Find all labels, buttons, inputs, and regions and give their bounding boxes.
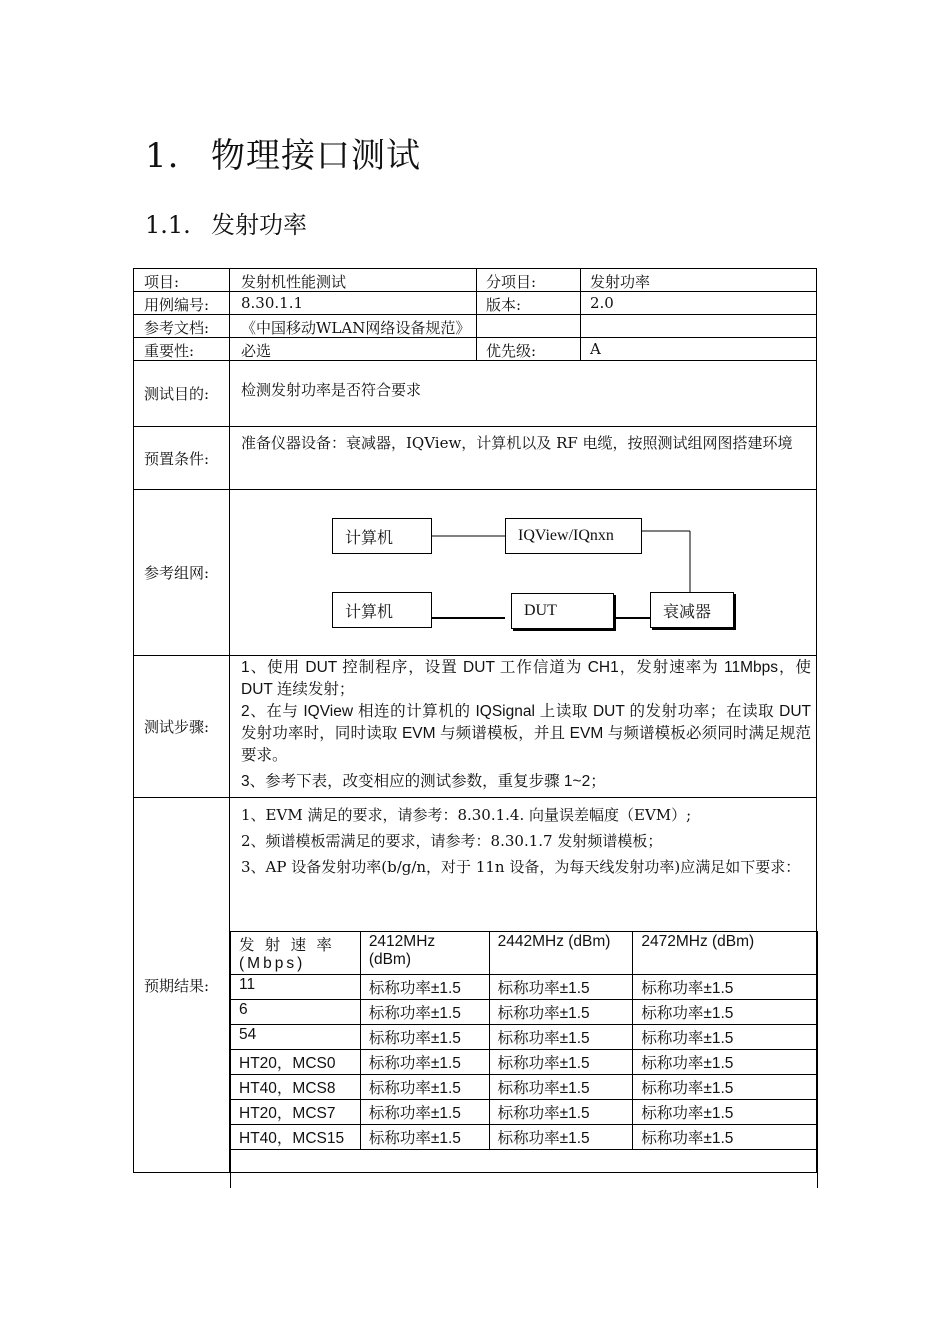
version-value: 2.0 <box>590 294 614 312</box>
section-heading <box>145 128 421 177</box>
power-cell: 标称功率±1.5 <box>489 1050 633 1075</box>
column-header: 2442MHz (dBm) <box>489 932 633 975</box>
step-3: 3、参考下表，改变相应的测试参数，重复步骤 1~2； <box>241 773 606 790</box>
importance-label: 重要性: <box>144 342 195 360</box>
subsection-heading <box>145 205 307 240</box>
priority-label: 优先级: <box>486 342 537 360</box>
table-row <box>231 1075 818 1100</box>
power-cell: 标称功率±1.5 <box>489 975 633 1000</box>
item-label: 项目: <box>144 273 180 291</box>
power-cell: 标称功率±1.5 <box>633 1050 818 1075</box>
section-number: 1. <box>145 136 180 176</box>
version-label: 版本: <box>486 296 522 314</box>
rate-cell: 11 <box>231 975 361 1000</box>
iqview-box: IQView/IQnxn <box>505 518 642 554</box>
power-cell: 标称功率±1.5 <box>633 1000 818 1025</box>
expected-item-1: 1、EVM 满足的要求，请参考：8.30.1.4. 向量误差幅度（EVM）; <box>241 806 692 824</box>
expected-label: 预期结果: <box>144 976 210 995</box>
power-cell: 标称功率±1.5 <box>360 975 489 1000</box>
step-2: 2、在与 IQView 相连的计算机的 IQSignal 上读取 DUT 的发射功率；在读取 DUT 发射功率时，同时读取 EVM 与频谱模板，并且 EVM 与频谱模板必须同时满足规范要求。 <box>241 703 811 764</box>
rate-cell: HT20，MCS0 <box>231 1050 361 1075</box>
rate-cell: 6 <box>231 1000 361 1025</box>
computer-box-1: 计算机 <box>332 518 432 554</box>
table-empty-row <box>231 1150 818 1189</box>
subsection-number: 1.1. <box>145 211 191 239</box>
subitem-value: 发射功率 <box>590 273 651 291</box>
power-cell: 标称功率±1.5 <box>360 1050 489 1075</box>
column-header: 2412MHz (dBm) <box>360 932 489 975</box>
table-row <box>231 1125 818 1150</box>
case-id-label: 用例编号: <box>144 296 210 314</box>
table-header-row <box>231 932 818 975</box>
subsection-title: 发射功率 <box>211 211 307 239</box>
power-cell: 标称功率±1.5 <box>360 1000 489 1025</box>
precondition-text: 准备仪器设备：衰减器，IQView，计算机以及 RF 电缆，按照测试组网图搭建环境 <box>241 434 793 452</box>
network-diagram <box>230 490 816 655</box>
power-cell: 标称功率±1.5 <box>360 1100 489 1125</box>
power-cell: 标称功率±1.5 <box>633 1100 818 1125</box>
power-cell: 标称功率±1.5 <box>633 1125 818 1150</box>
precondition-label: 预置条件: <box>144 449 210 468</box>
reference-doc-value: 《中国移动WLAN网络设备规范》 <box>241 319 471 337</box>
expected-item-2: 2、频谱模板需满足的要求，请参考：8.30.1.7 发射频谱模板； <box>241 832 663 850</box>
column-header: 发 射 速 率 (Mbps) <box>231 932 361 975</box>
expected-item-3: 3、AP 设备发射功率(b/g/n，对于 11n 设备，为每天线发射功率)应满足如下要求： <box>241 858 801 876</box>
item-value: 发射机性能测试 <box>241 273 347 291</box>
purpose-text: 检测发射功率是否符合要求 <box>241 381 422 399</box>
table-row <box>231 1025 818 1050</box>
power-cell: 标称功率±1.5 <box>633 975 818 1000</box>
expected-text <box>241 803 811 879</box>
power-cell: 标称功率±1.5 <box>489 1125 633 1150</box>
dut-box: DUT <box>511 593 614 629</box>
step-1: 1、使用 DUT 控制程序，设置 DUT 工作信道为 CH1，发射速率为 11Mbps，使 DUT 连续发射； <box>241 659 811 698</box>
importance-value: 必选 <box>241 342 272 360</box>
power-cell: 标称功率±1.5 <box>489 1000 633 1025</box>
power-cell: 标称功率±1.5 <box>489 1100 633 1125</box>
rate-cell: 54 <box>231 1025 361 1050</box>
section-title: 物理接口测试 <box>211 136 421 176</box>
diagram-connectors <box>230 490 816 655</box>
table-row <box>231 1000 818 1025</box>
power-cell: 标称功率±1.5 <box>360 1125 489 1150</box>
priority-value: A <box>590 340 601 358</box>
power-cell: 标称功率±1.5 <box>360 1075 489 1100</box>
steps-text <box>241 657 811 793</box>
steps-label: 测试步骤: <box>144 718 210 736</box>
rate-cell: HT40，MCS15 <box>231 1125 361 1150</box>
rate-cell: HT20，MCS7 <box>231 1100 361 1125</box>
computer-box-2: 计算机 <box>332 592 432 628</box>
power-cell: 标称功率±1.5 <box>633 1025 818 1050</box>
power-cell: 标称功率±1.5 <box>633 1075 818 1100</box>
table-row <box>231 1100 818 1125</box>
test-case-table <box>133 268 817 1173</box>
table-row <box>231 1050 818 1075</box>
case-id-value: 8.30.1.1 <box>241 294 304 312</box>
power-cell: 标称功率±1.5 <box>489 1025 633 1050</box>
rate-cell: HT40，MCS8 <box>231 1075 361 1100</box>
subitem-label: 分项目: <box>486 273 537 291</box>
reference-doc-label: 参考文档: <box>144 319 210 337</box>
power-cell: 标称功率±1.5 <box>360 1025 489 1050</box>
table-row <box>231 975 818 1000</box>
topology-label: 参考组网: <box>144 564 210 582</box>
column-header: 2472MHz (dBm) <box>633 932 818 975</box>
power-requirement-table <box>230 931 818 1188</box>
purpose-label: 测试目的: <box>144 385 210 403</box>
attenuator-box: 衰减器 <box>650 592 734 628</box>
power-cell: 标称功率±1.5 <box>489 1075 633 1100</box>
